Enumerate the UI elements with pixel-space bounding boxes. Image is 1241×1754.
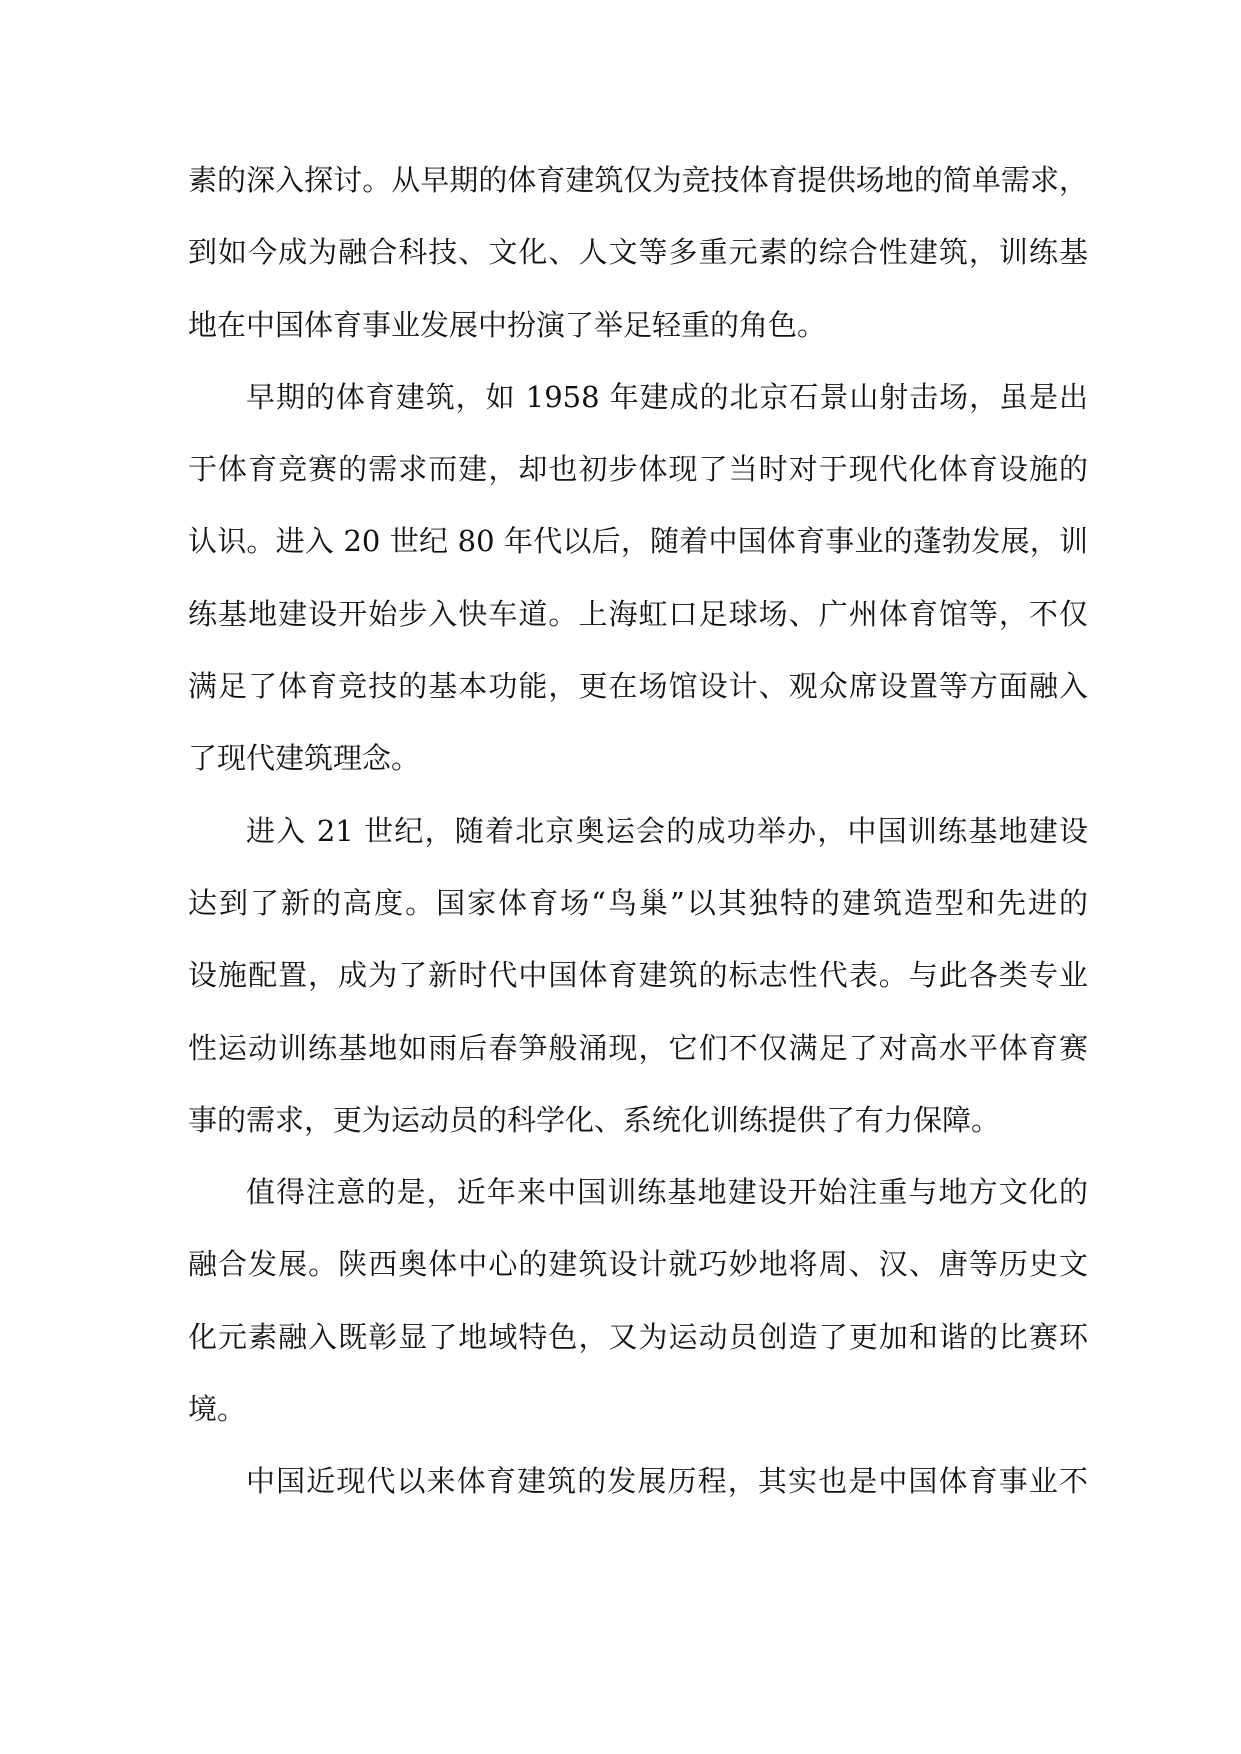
line-text: 练基地建设开始步入快车道。上海虹口足球场、广州体育馆等，不仅 — [188, 596, 1088, 631]
text-line — [188, 144, 1088, 216]
text-line — [188, 939, 1088, 1011]
line-text: 到如今成为融合科技、文化、人文等多重元素的综合性建筑，训练基 — [188, 235, 1088, 270]
text-line — [188, 216, 1088, 288]
line-text: 认识。进入 20 世纪 80 年代以后，随着中国体育事业的蓬勃发展，训 — [188, 524, 1088, 559]
text-line — [188, 867, 1088, 939]
line-text: 化元素融入既彰显了地域特色，又为运动员创造了更加和谐的比赛环 — [188, 1319, 1088, 1354]
line-text: 了现代建筑理念。 — [188, 741, 421, 776]
text-line — [188, 433, 1088, 505]
line-text: 达到了新的高度。国家体育场“鸟巢”以其独特的建筑造型和先进的 — [188, 885, 1088, 920]
line-text: 于体育竞赛的需求而建，却也初步体现了当时对于现代化体育设施的 — [188, 452, 1088, 487]
line-text: 事的需求，更为运动员的科学化、系统化训练提供了有力保障。 — [188, 1102, 1001, 1137]
line-text: 境。 — [188, 1392, 247, 1427]
text-line — [188, 1301, 1088, 1373]
line-text: 设施配置，成为了新时代中国体育建筑的标志性代表。与此各类专业 — [188, 958, 1088, 993]
text-line — [188, 1084, 1088, 1156]
text-line — [188, 578, 1088, 650]
line-text: 地在中国体育事业发展中扮演了举足轻重的角色。 — [188, 307, 827, 342]
text-line — [188, 1228, 1088, 1300]
line-text: 融合发展。陕西奥体中心的建筑设计就巧妙地将周、汉、唐等历史文 — [188, 1247, 1088, 1282]
text-line — [188, 722, 1088, 794]
line-text: 早期的体育建筑，如 1958 年建成的北京石景山射击场，虽是出 — [246, 379, 1088, 414]
text-line — [188, 289, 1088, 361]
line-text: 进入 21 世纪，随着北京奥运会的成功举办，中国训练基地建设 — [246, 813, 1088, 848]
line-text: 值得注意的是，近年来中国训练基地建设开始注重与地方文化的 — [246, 1175, 1088, 1210]
line-text: 满足了体育竞技的基本功能，更在场馆设计、观众席设置等方面融入 — [188, 669, 1088, 704]
text-line — [188, 1012, 1088, 1084]
line-text: 素的深入探讨。从早期的体育建筑仅为竞技体育提供场地的简单需求， — [188, 163, 1088, 197]
text-line-indent — [188, 1445, 1088, 1517]
text-line — [188, 650, 1088, 722]
text-line — [188, 1373, 1088, 1445]
text-line-indent — [188, 795, 1088, 867]
line-text: 性运动训练基地如雨后春笋般涌现，它们不仅满足了对高水平体育赛 — [188, 1030, 1088, 1065]
line-text: 中国近现代以来体育建筑的发展历程，其实也是中国体育事业不 — [246, 1464, 1088, 1499]
text-line-indent — [188, 361, 1088, 433]
text-line-indent — [188, 1156, 1088, 1228]
body-text — [188, 144, 1088, 1518]
text-line — [188, 505, 1088, 577]
